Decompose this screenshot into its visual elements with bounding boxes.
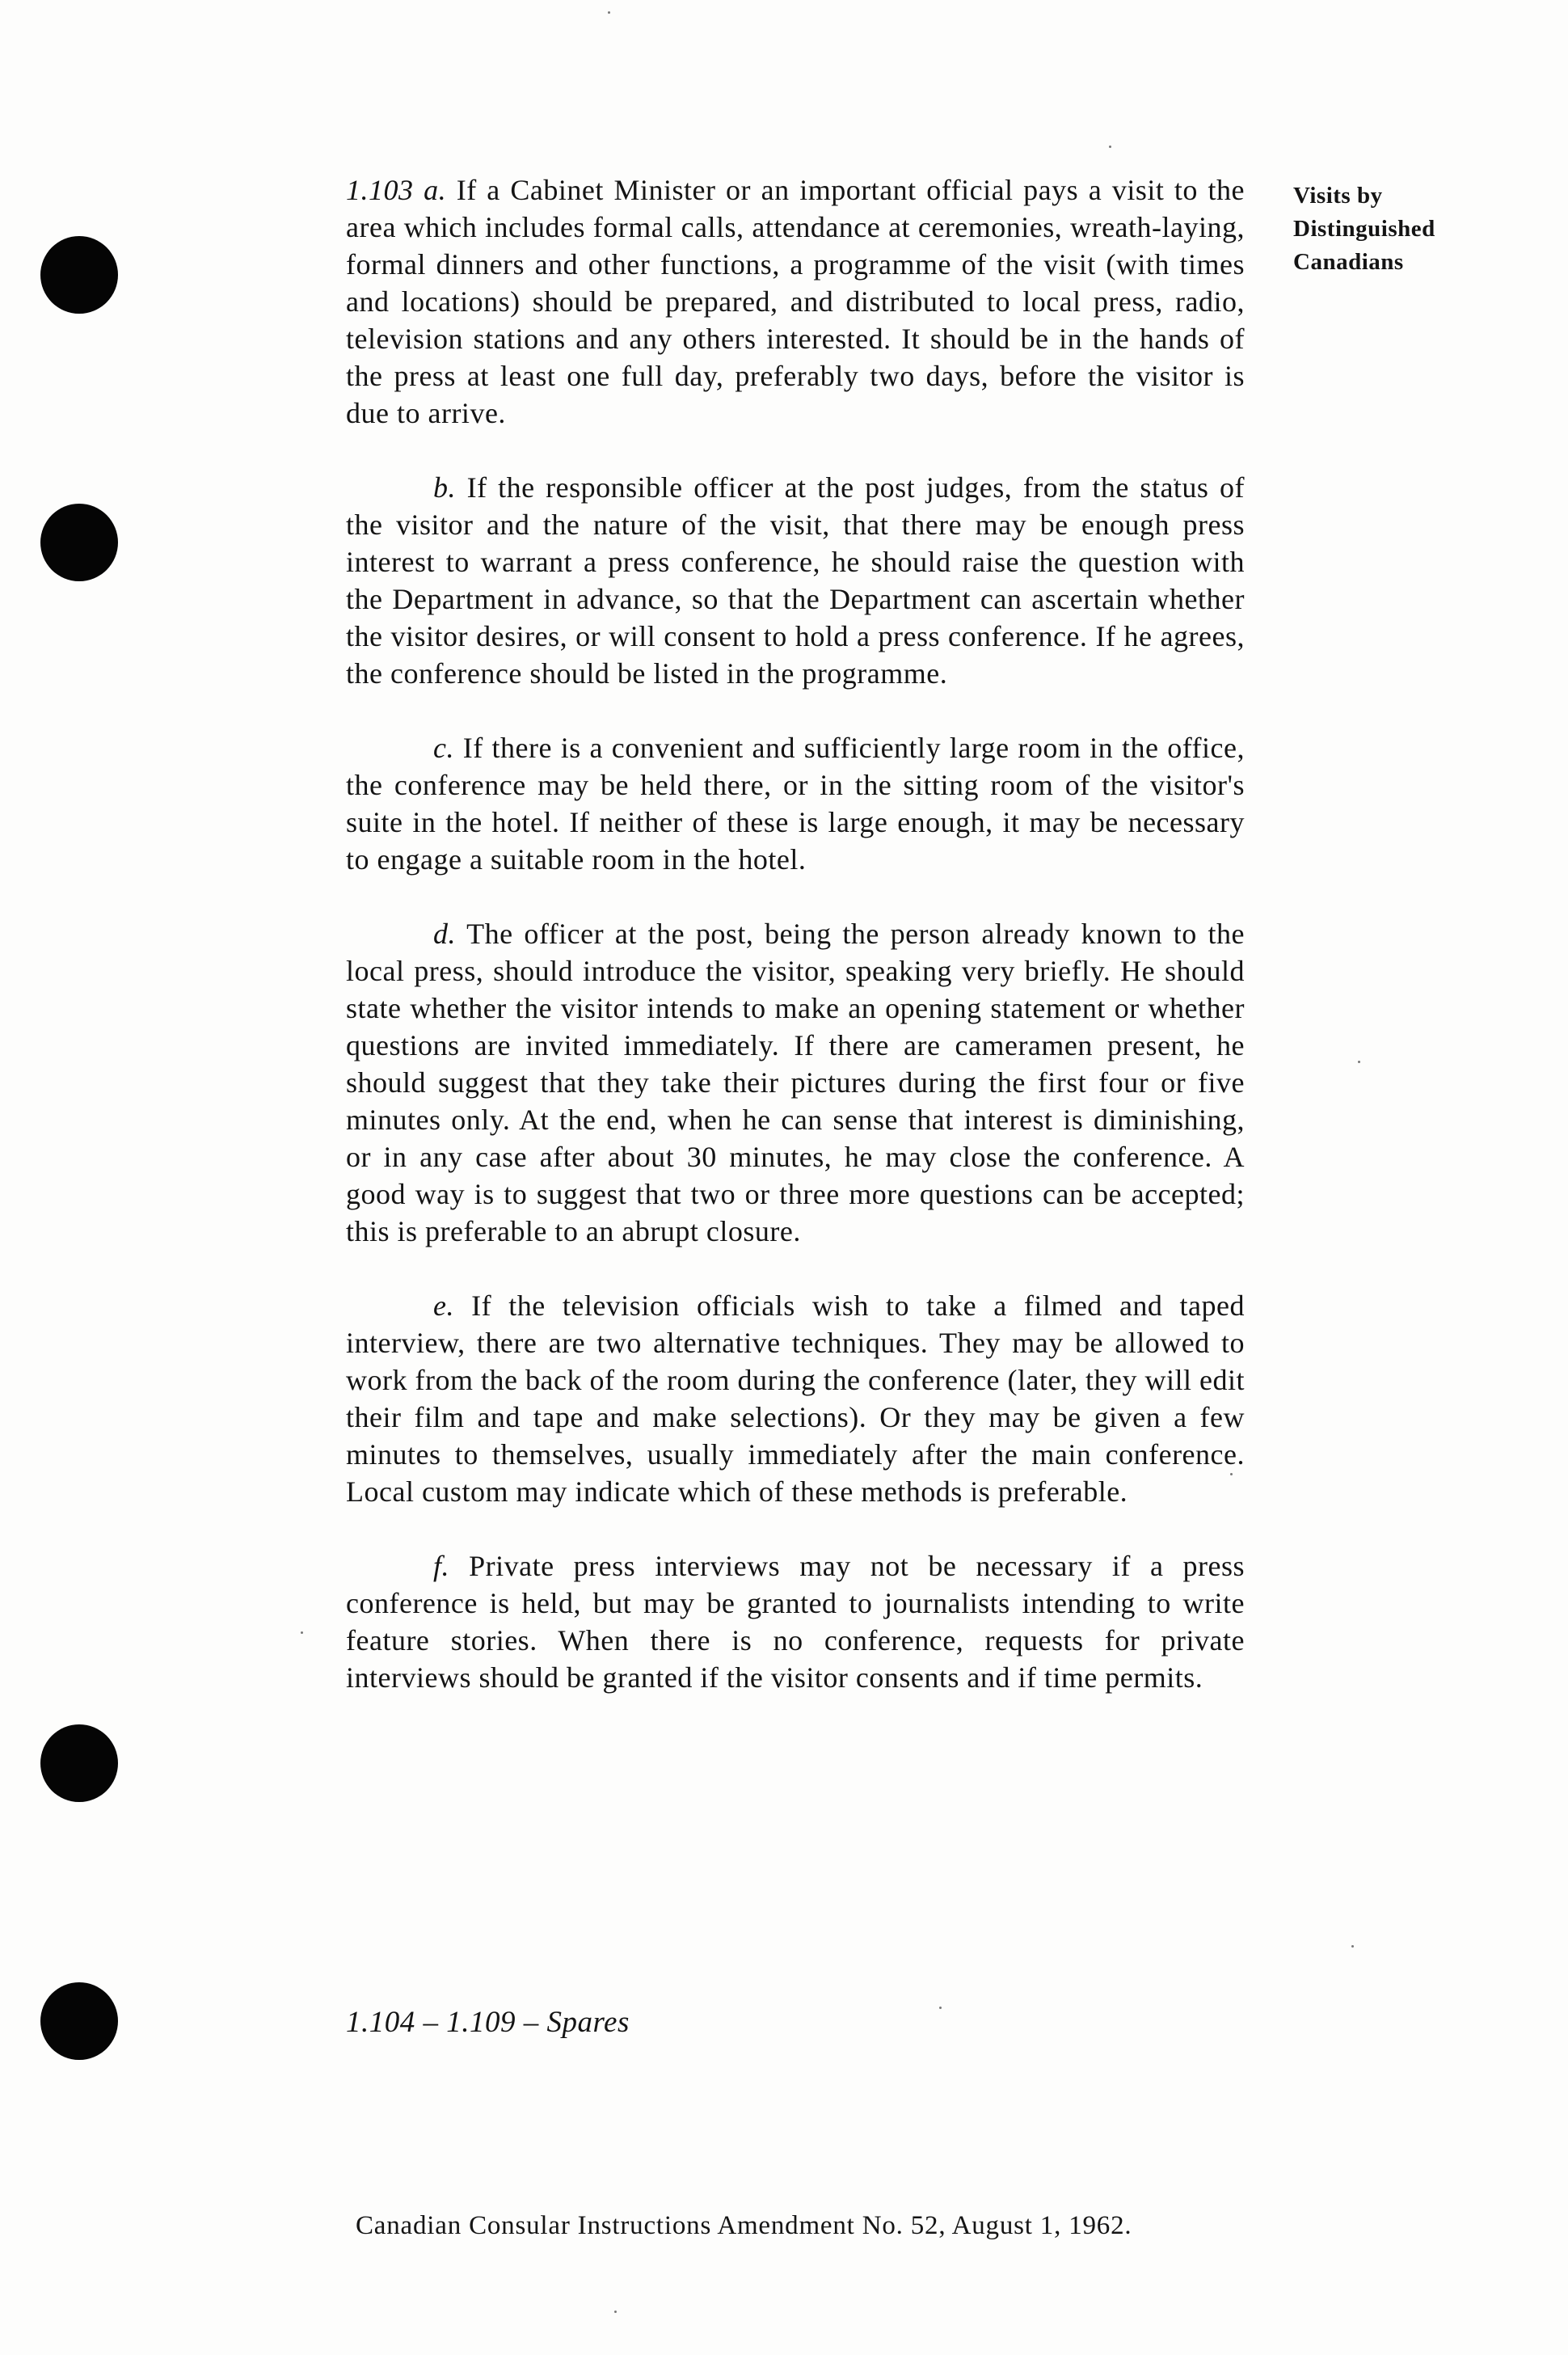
punch-hole-1 <box>40 236 118 314</box>
margin-heading-line-2: Distinguished <box>1293 216 1435 242</box>
scan-speck <box>1358 1061 1360 1063</box>
paragraph-c <box>346 729 1245 878</box>
scan-speck <box>1109 146 1111 148</box>
paragraph-letter: d. <box>433 918 456 950</box>
paragraph-f <box>346 1547 1245 1696</box>
paragraph-letter: f. <box>433 1550 450 1582</box>
punch-hole-3 <box>40 1724 118 1802</box>
scan-speck <box>301 1631 303 1634</box>
spares-note: 1.104 – 1.109 – Spares <box>346 2006 630 2039</box>
paragraph-d <box>346 915 1245 1250</box>
main-text <box>346 171 1245 1733</box>
margin-heading-line-1: Visits by <box>1293 183 1383 209</box>
paragraph-text: If the responsible officer at the post judges, from the status of the visitor and the nature of the visit, that there may be enough press interest to warrant a press conference, he should raise the question with the Department in advance, so that the Department can ascertain whether the visitor desires, or will consent to hold a press conference. If he agrees, the conference should be listed in the programme. <box>346 471 1245 690</box>
paragraph-b <box>346 469 1245 692</box>
punch-hole-4 <box>40 1982 118 2060</box>
scan-speck <box>608 11 610 14</box>
paragraph-letter: b. <box>433 471 456 504</box>
paragraph-e <box>346 1287 1245 1510</box>
paragraph-letter: e. <box>433 1289 454 1322</box>
paragraph-text: Private press interviews may not be necessary if a press conference is held, but may be granted to journalists intending to write feature stories. When there is no conference, requests for private interviews should be granted if the visitor consents and if time permits. <box>346 1550 1245 1694</box>
paragraph-letter: a. <box>424 174 447 206</box>
scan-speck <box>939 2007 942 2009</box>
paragraph-text: If the television officials wish to take a filmed and taped interview, there are two alternative techniques. They may be allowed to work from the back of the room during the conference (later, they will edit their film and tape and make selections). Or they may be given a few minutes to themselves, usually immediately after the main conference. Local custom may indicate which of these methods is preferable. <box>346 1289 1246 1508</box>
paragraph-text: If a Cabinet Minister or an important official pays a visit to the area which includes formal calls, attendance at ceremonies, wreath-laying, formal dinners and other functions, a programme of the visit (with times and locations) should be prepared, and distributed to local press, radio, television stations and any others interested. It should be in the hands of the press at least one full day, preferably two days, before the visitor is due to arrive. <box>346 174 1246 429</box>
paragraph-text: The officer at the post, being the person already known to the local press, should introduce the visitor, speaking very briefly. He should state whether the visitor intends to make an opening statement or whether questions are invited immediately. If there are cameramen present, he should suggest that they take their pictures during the first four or five minutes only. At the end, when he can sense that interest is diminishing, or in any case after about 30 minutes, he may close the conference. A good way is to suggest that two or three more questions can be accepted; this is preferable to an abrupt closure. <box>346 918 1245 1247</box>
scan-speck <box>1351 1945 1354 1948</box>
scan-speck <box>614 2311 617 2313</box>
punch-hole-2 <box>40 504 118 581</box>
page-footer: Canadian Consular Instructions Amendment No. 52, August 1, 1962. <box>356 2211 1132 2240</box>
section-number: 1.103 <box>346 174 414 206</box>
paragraph-text: If there is a convenient and sufficiently large room in the office, the conference may be held there, or in the sitting room of the visitor's suite in the hotel. If neither of these is large enough, it may be necessary to engage a suitable room in the hotel. <box>346 732 1246 876</box>
paragraph-letter: c. <box>433 732 454 764</box>
margin-heading-line-3: Canadians <box>1293 249 1404 275</box>
margin-heading <box>1293 179 1536 279</box>
paragraph-a <box>346 171 1245 432</box>
